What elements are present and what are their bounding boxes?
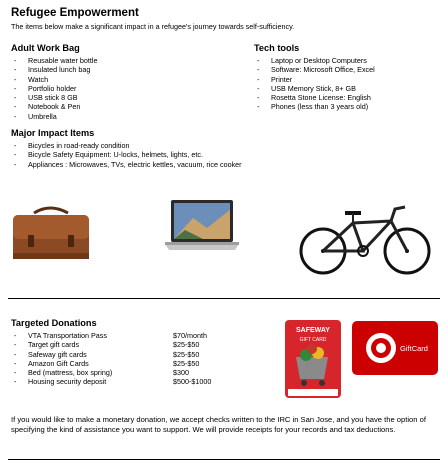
list-item: - Bicycles in road-ready condition — [11, 141, 242, 150]
list-item: - Rosetta Stone License: English — [254, 93, 375, 102]
targeted-donations-heading: Targeted Donations — [11, 318, 97, 328]
bottom-divider — [8, 459, 440, 460]
section-divider — [8, 298, 440, 299]
donation-row — [11, 350, 251, 359]
laptop-image — [163, 198, 241, 254]
page-title: Refugee Empowerment — [11, 7, 139, 19]
list-item: - Watch — [11, 75, 98, 84]
list-item: - Laptop or Desktop Computers — [254, 56, 375, 65]
list-item: - Portfolio holder — [11, 84, 98, 93]
donation-label: Amazon Gift Cards — [28, 358, 89, 368]
donation-row — [11, 368, 251, 377]
list-item: - USB stick 8 GB — [11, 93, 98, 102]
donation-value: $25-$50 — [173, 358, 200, 368]
list-item: - Printer — [254, 75, 375, 84]
donation-value: $500-$1000 — [173, 377, 212, 387]
targeted-donations-list — [11, 331, 251, 387]
list-item: - Software: Microsoft Office, Excel — [254, 65, 375, 74]
donation-value: $25-$50 — [173, 349, 200, 359]
donation-row — [11, 377, 251, 386]
list-item: - Bicycle Safety Equipment: U-locks, helmets, lights, etc. — [11, 150, 242, 159]
list-item: - Phones (less than 3 years old) — [254, 102, 375, 111]
donation-label: Bed (mattress, box spring) — [28, 368, 113, 378]
donation-label: Housing security deposit — [28, 377, 107, 387]
bicycle-image — [293, 197, 439, 277]
donation-value: $300 — [173, 368, 189, 378]
target-gift-card-image — [351, 320, 439, 376]
safeway-brand-text: SAFEWAY — [296, 327, 330, 334]
tech-tools-list — [254, 56, 375, 112]
list-item: - Notebook & Pen — [11, 102, 98, 111]
donation-label: Safeway gift cards — [28, 349, 87, 359]
donation-label: VTA Transportation Pass — [28, 331, 107, 340]
donation-row — [11, 340, 251, 349]
list-item: - Appliances : Microwaves, TVs, electric kettles, vacuum, rice cooker — [11, 160, 242, 169]
donation-label: Target gift cards — [28, 340, 80, 350]
adult-work-bag-list — [11, 56, 98, 121]
list-item: - Reusable water bottle — [11, 56, 98, 65]
page-subtitle: The items below make a significant impact in a refugee's journey towards self-sufficiency. — [11, 22, 295, 31]
tech-tools-heading: Tech tools — [254, 43, 300, 53]
safeway-card-text: GIFT CARD — [299, 337, 327, 343]
donation-value: $70/month — [173, 331, 207, 340]
list-item: - USB Memory Stick, 8+ GB — [254, 84, 375, 93]
major-impact-list — [11, 141, 242, 169]
target-card-text: GiftCard — [400, 344, 428, 353]
list-item: - Insulated lunch bag — [11, 65, 98, 74]
safeway-gift-card-image — [284, 319, 342, 399]
messenger-bag-image — [10, 205, 92, 265]
major-impact-heading: Major Impact Items — [11, 128, 95, 138]
donation-row — [11, 359, 251, 368]
closing-paragraph: If you would like to make a monetary donation, we accept checks written to the IRC in San Jose, and you have the option of specifying the kind of assistance you want to support. We will provide receipts for your records and tax deductions. — [11, 415, 426, 434]
donation-row — [11, 331, 251, 340]
adult-work-bag-heading: Adult Work Bag — [11, 43, 80, 53]
donation-value: $25-$50 — [173, 340, 200, 350]
list-item: - Umbrella — [11, 112, 98, 121]
